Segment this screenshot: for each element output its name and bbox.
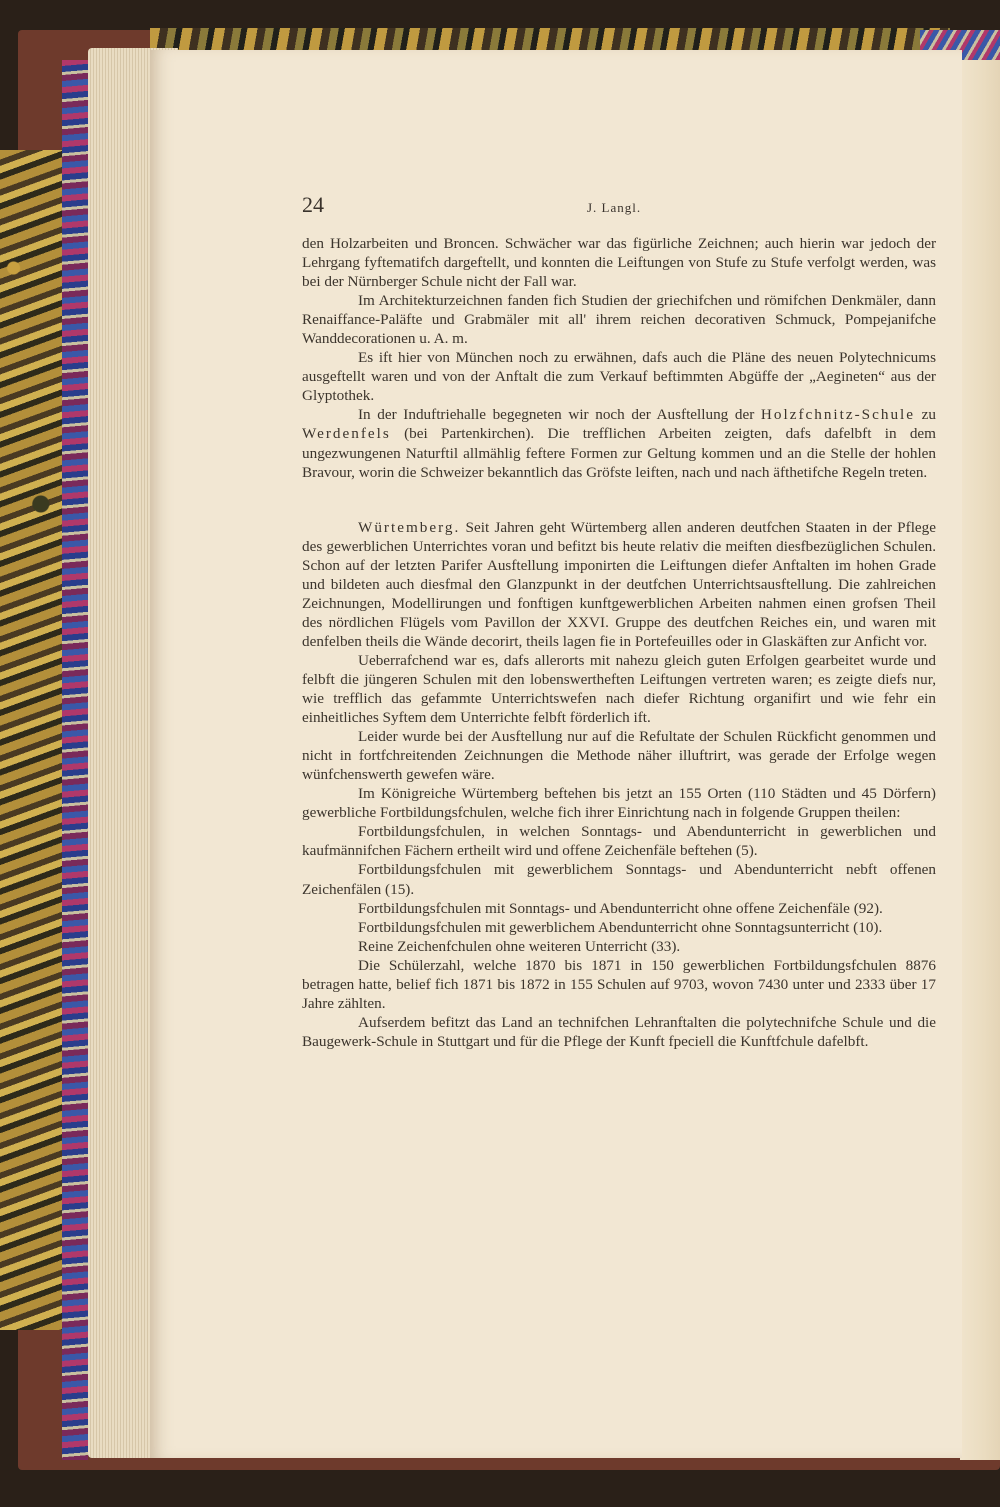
page-header [302,192,936,222]
paragraph: Im Architekturzeichnen fanden fich Studien der griechifchen und römifchen Denkmäler, dann Renaiffance-Paläfte und Grabmäler mit all' ihrem reichen decorativen Schmuck, Pompejanifche Wanddecorationen u. A. m. [302,292,936,348]
paragraph-text: In der Induftriehalle begegneten wir noch der Ausftellung der [358,406,761,424]
paragraph: den Holzarbeiten und Broncen. Schwächer war das figürliche Zeichnen; auch hierin war jedoch der Lehrgang fyftematifch dargeftellt, und konnten die Leiftungen von Stufe zu Stufe verfolgt werden, was bei der Nürnberger Schule nicht der Fall war. [302,235,936,291]
section-heading: Würtemberg. [358,518,461,536]
running-head: J. Langl. [587,200,642,215]
paragraph: Fortbildungsfchulen mit gewerblichem Sonntags- und Abendunterricht nebft offenen Zeichenfälen (15). [302,861,936,898]
paragraph [302,405,936,481]
paragraph: Leider wurde bei der Ausftellung nur auf die Refultate der Schulen Rückficht genommen und nicht in fortfchreitenden Zeichnungen die Methode näher illuftrirt, was gerade der Erfolge wegen wünfchenswerth gewefen wäre. [302,728,936,784]
paragraph: Aufserdem befitzt das Land an technifchen Lehranftalten die polytechnifche Schule und die Baugewerk-Schule in Stuttgart und für die Pflege der Kunft fpeciell die Kunftfchule dafelbft. [302,1013,936,1050]
paragraph: Im Königreiche Würtemberg beftehen bis jetzt an 155 Orten (110 Städten und 45 Dörfern) gewerbliche Fortbildungsfchulen, welche fich ihrer Einrichtung nach in folgende Gruppen theilen: [302,785,936,822]
paragraph: Es ift hier von München noch zu erwähnen, dafs auch die Pläne des neuen Polytechnicums ausgeftellt waren und von der Anftalt die zum Verkauf beftimmten Abgüffe der „Aegineten“ aus der Glyptothek. [302,349,936,405]
page-number: 24 [302,192,324,217]
paragraph-text: (bei Partenkirchen). Die trefflichen Arbeiten zeigten, dafs dafelbft in dem ungezwungenen Naturftil allmählig feftere Formen zur Geltung kommen und an die Stelle der hohlen Bravour, worin die Schweizer bekanntlich das Gröfste leiften, nach und nach äfthetifche Regeln treten. [302,425,936,481]
paragraph: Reine Zeichenfchulen ohne weiteren Unterricht (33). [358,937,681,955]
place-name: Werdenfels [302,425,391,443]
marbled-page-edge [62,60,88,1460]
paragraph-text: zu [915,406,936,424]
paragraph-text: Seit Jahren geht Würtemberg allen anderen deutfchen Staaten in der Pflege des gewerblichen Unterrichtes voran und befitzt bis heute relativ die meiften diesfbezüglichen Schulen. Schon auf der letzten Parifer Ausftellung imponirten die Leiftungen diefer Anftalten im hohen Grade und bildeten auch diesfmal den Glanzpunkt in der deutfchen Unterrichtsausftellung. Die zahlreichen Zeichnungen, Modellirungen und fonftigen kunftgewerblichen Arbeiten nahmen einen grofsen Theil des nördlichen Flügels vom Pavillon der XXVI. Gruppe des deutfchen Reiches ein, und waren mit denfelben theils die Wände decorirt, theils lagen fie in Portefeuilles oder in Glaskäften zur Anficht vor. [302,518,936,650]
marbled-endpaper [0,150,68,1330]
paragraph: Ueberrafchend war es, dafs allerorts mit nahezu gleich guten Erfolgen gearbeitet wurde und felbft die jüngeren Schulen mit den lobenswertheften Leiftungen vertreten waren; es zeigte diefs nur, wie trefflich das gefammte Unterrichtswefen nach diefer Richtung organifirt und wie fehr ein einheitliches Syftem dem Unterrichte felbft förderlich ift. [302,651,936,727]
facing-page-edge [960,60,1000,1460]
paragraph: Fortbildungsfchulen mit gewerblichem Abendunterricht ohne Sonntagsunterricht (10). [358,918,883,936]
body-text [302,234,936,1051]
paragraph: Die Schülerzahl, welche 1870 bis 1871 in 150 gewerblichen Fortbildungsfchulen 8876 betragen hatte, belief fich 1871 bis 1872 in 155 Schulen auf 9703, wovon 7430 unter und 2333 über 17 Jahre zählten. [302,956,936,1012]
paragraph: Fortbildungsfchulen, in welchen Sonntags- und Abendunterricht in gewerblichen und kaufmännifchen Fächern ertheilt wird und offene Zeichenfäle beftehen (5). [302,823,936,860]
paragraph: Fortbildungsfchulen mit Sonntags- und Abendunterricht ohne offene Zeichenfäle (92). [358,899,883,917]
section-paragraph [302,518,936,651]
school-name: Holzfchnitz-Schule [760,406,916,424]
